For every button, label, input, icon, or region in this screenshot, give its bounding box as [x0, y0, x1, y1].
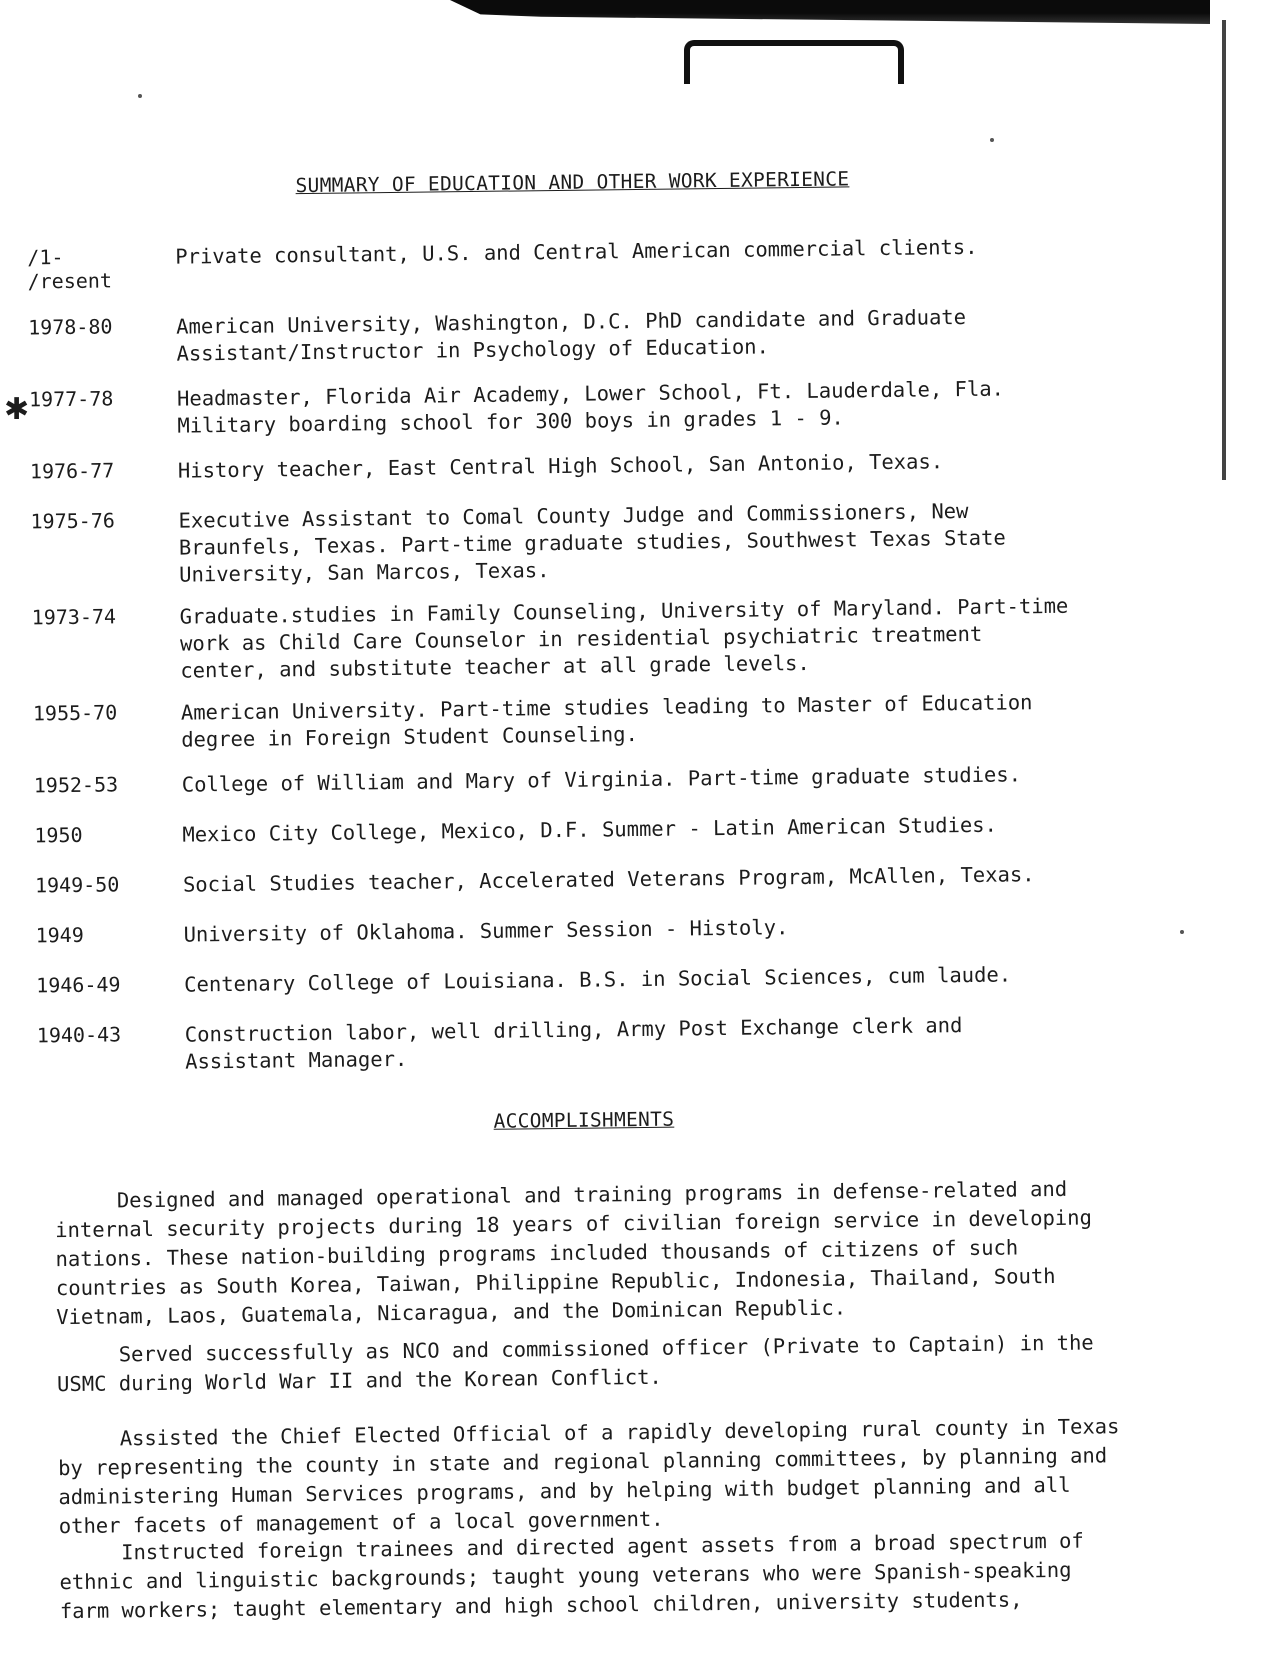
- entry-row: [28, 375, 1069, 438]
- entry-years: 1952-53: [33, 772, 119, 798]
- entry-description: Graduate.studies in Family Counseling, University of Maryland. Part-time work as Child Care Counselor in residential psychiatric treatment center, and substitute teacher at all grade levels.: [179, 593, 1069, 683]
- entry-description: Social Studies teacher, Accelerated Veterans Program, McAllen, Texas.: [182, 862, 1035, 897]
- entry-years: 1975-76: [30, 508, 115, 534]
- entry-row: [31, 593, 1072, 683]
- entry-row: [35, 911, 1075, 948]
- entry-years-line1: /1-: [27, 245, 64, 270]
- entry-description: Centenary College of Louisiana. B.S. in Social Sciences, cum laude.: [184, 962, 1012, 997]
- entry-row: [32, 689, 1073, 752]
- entry-years: [27, 244, 168, 294]
- entry-years: 1949: [35, 922, 84, 948]
- accomplishment-paragraph: Served successfully as NCO and commissioned officer (Private to Captain) in the USMC during World War II and the Korean Conflict.: [56, 1330, 1094, 1397]
- entry-description: Executive Assistant to Comal County Judge and Commissioners, New Braunfels, Texas. Part-time graduate studies, Southwest Texas State University, San Marcos, Texas.: [178, 498, 1006, 587]
- entry-description: Headmaster, Florida Air Academy, Lower School, Ft. Lauderdale, Fla. Military boarding school for 300 boys in grades 1 - 9.: [176, 376, 1005, 438]
- entry-description: College of William and Mary of Virginia. Part-time graduate studies.: [181, 762, 1022, 797]
- entry-row: [28, 303, 1068, 366]
- entry-years: 1977-78: [28, 386, 114, 412]
- entry-row: [34, 811, 1074, 848]
- entry-years: 1949-50: [34, 872, 120, 898]
- entry-row: [29, 447, 1070, 484]
- entry-description: American University, Washington, D.C. PhD candidate and Graduate Assistant/Instructor in Psychology of Education.: [176, 304, 967, 366]
- entry-row: [27, 233, 1067, 294]
- accomplishment-paragraph: Designed and managed operational and training programs in defense-related and internal security projects during 18 years of civilian foreign service in developing nations. These nation-building programs included thousands of citizens of such countries as South Korea, Taiwan, Philippine Republic, Indonesia, Thailand, South Vietnam, Laos, Guatemala, Nicaragua, and the Dominican Republic.: [55, 1176, 1093, 1330]
- accomplishments-heading: ACCOMPLISHMENTS: [493, 1107, 675, 1133]
- entry-row: [36, 961, 1076, 998]
- margin-mark: ✱: [4, 392, 30, 427]
- summary-heading: SUMMARY OF EDUCATION AND OTHER WORK EXPERIENCE: [295, 167, 850, 198]
- entry-years: 1978-80: [28, 314, 113, 340]
- entry-years: 1973-74: [31, 604, 117, 630]
- entry-row: [36, 1011, 1077, 1074]
- entry-years: 1955-70: [32, 700, 118, 726]
- entry-years: 1950: [34, 822, 83, 848]
- accomplishment-paragraph: Instructed foreign trainees and directed agent assets from a broad spectrum of ethnic and linguistic backgrounds; taught young veterans who were Spanish-speaking farm workers; taught elementary and high school children, university students,: [59, 1528, 1084, 1624]
- entry-row: [30, 497, 1070, 587]
- accomplishment-paragraph: Assisted the Chief Elected Official of a rapidly developing rural county in Texas by representing the county in state and regional planning committees, by planning and administering Human Services programs, and by helping with budget planning and all other facets of management of a local government.: [57, 1414, 1120, 1539]
- entry-description: Construction labor, well drilling, Army Post Exchange clerk and Assistant Manager.: [184, 1013, 963, 1074]
- entry-description: American University. Part-time studies leading to Master of Education degree in Foreign Student Counseling.: [180, 690, 1033, 752]
- entry-years: 1946-49: [36, 972, 121, 998]
- entry-description: Private consultant, U.S. and Central American commercial clients.: [175, 234, 978, 269]
- entry-row: [33, 761, 1074, 798]
- entry-row: [34, 861, 1075, 898]
- entry-description: History teacher, East Central High School, San Antonio, Texas.: [177, 449, 944, 483]
- entry-years-line2: /resent: [27, 268, 113, 294]
- entry-years: 1976-77: [29, 458, 115, 484]
- entry-description: Mexico City College, Mexico, D.F. Summer - Latin American Studies.: [182, 812, 998, 847]
- entry-description: University of Oklahoma. Summer Session - Histoly.: [183, 915, 789, 947]
- entry-years: 1940-43: [36, 1022, 122, 1048]
